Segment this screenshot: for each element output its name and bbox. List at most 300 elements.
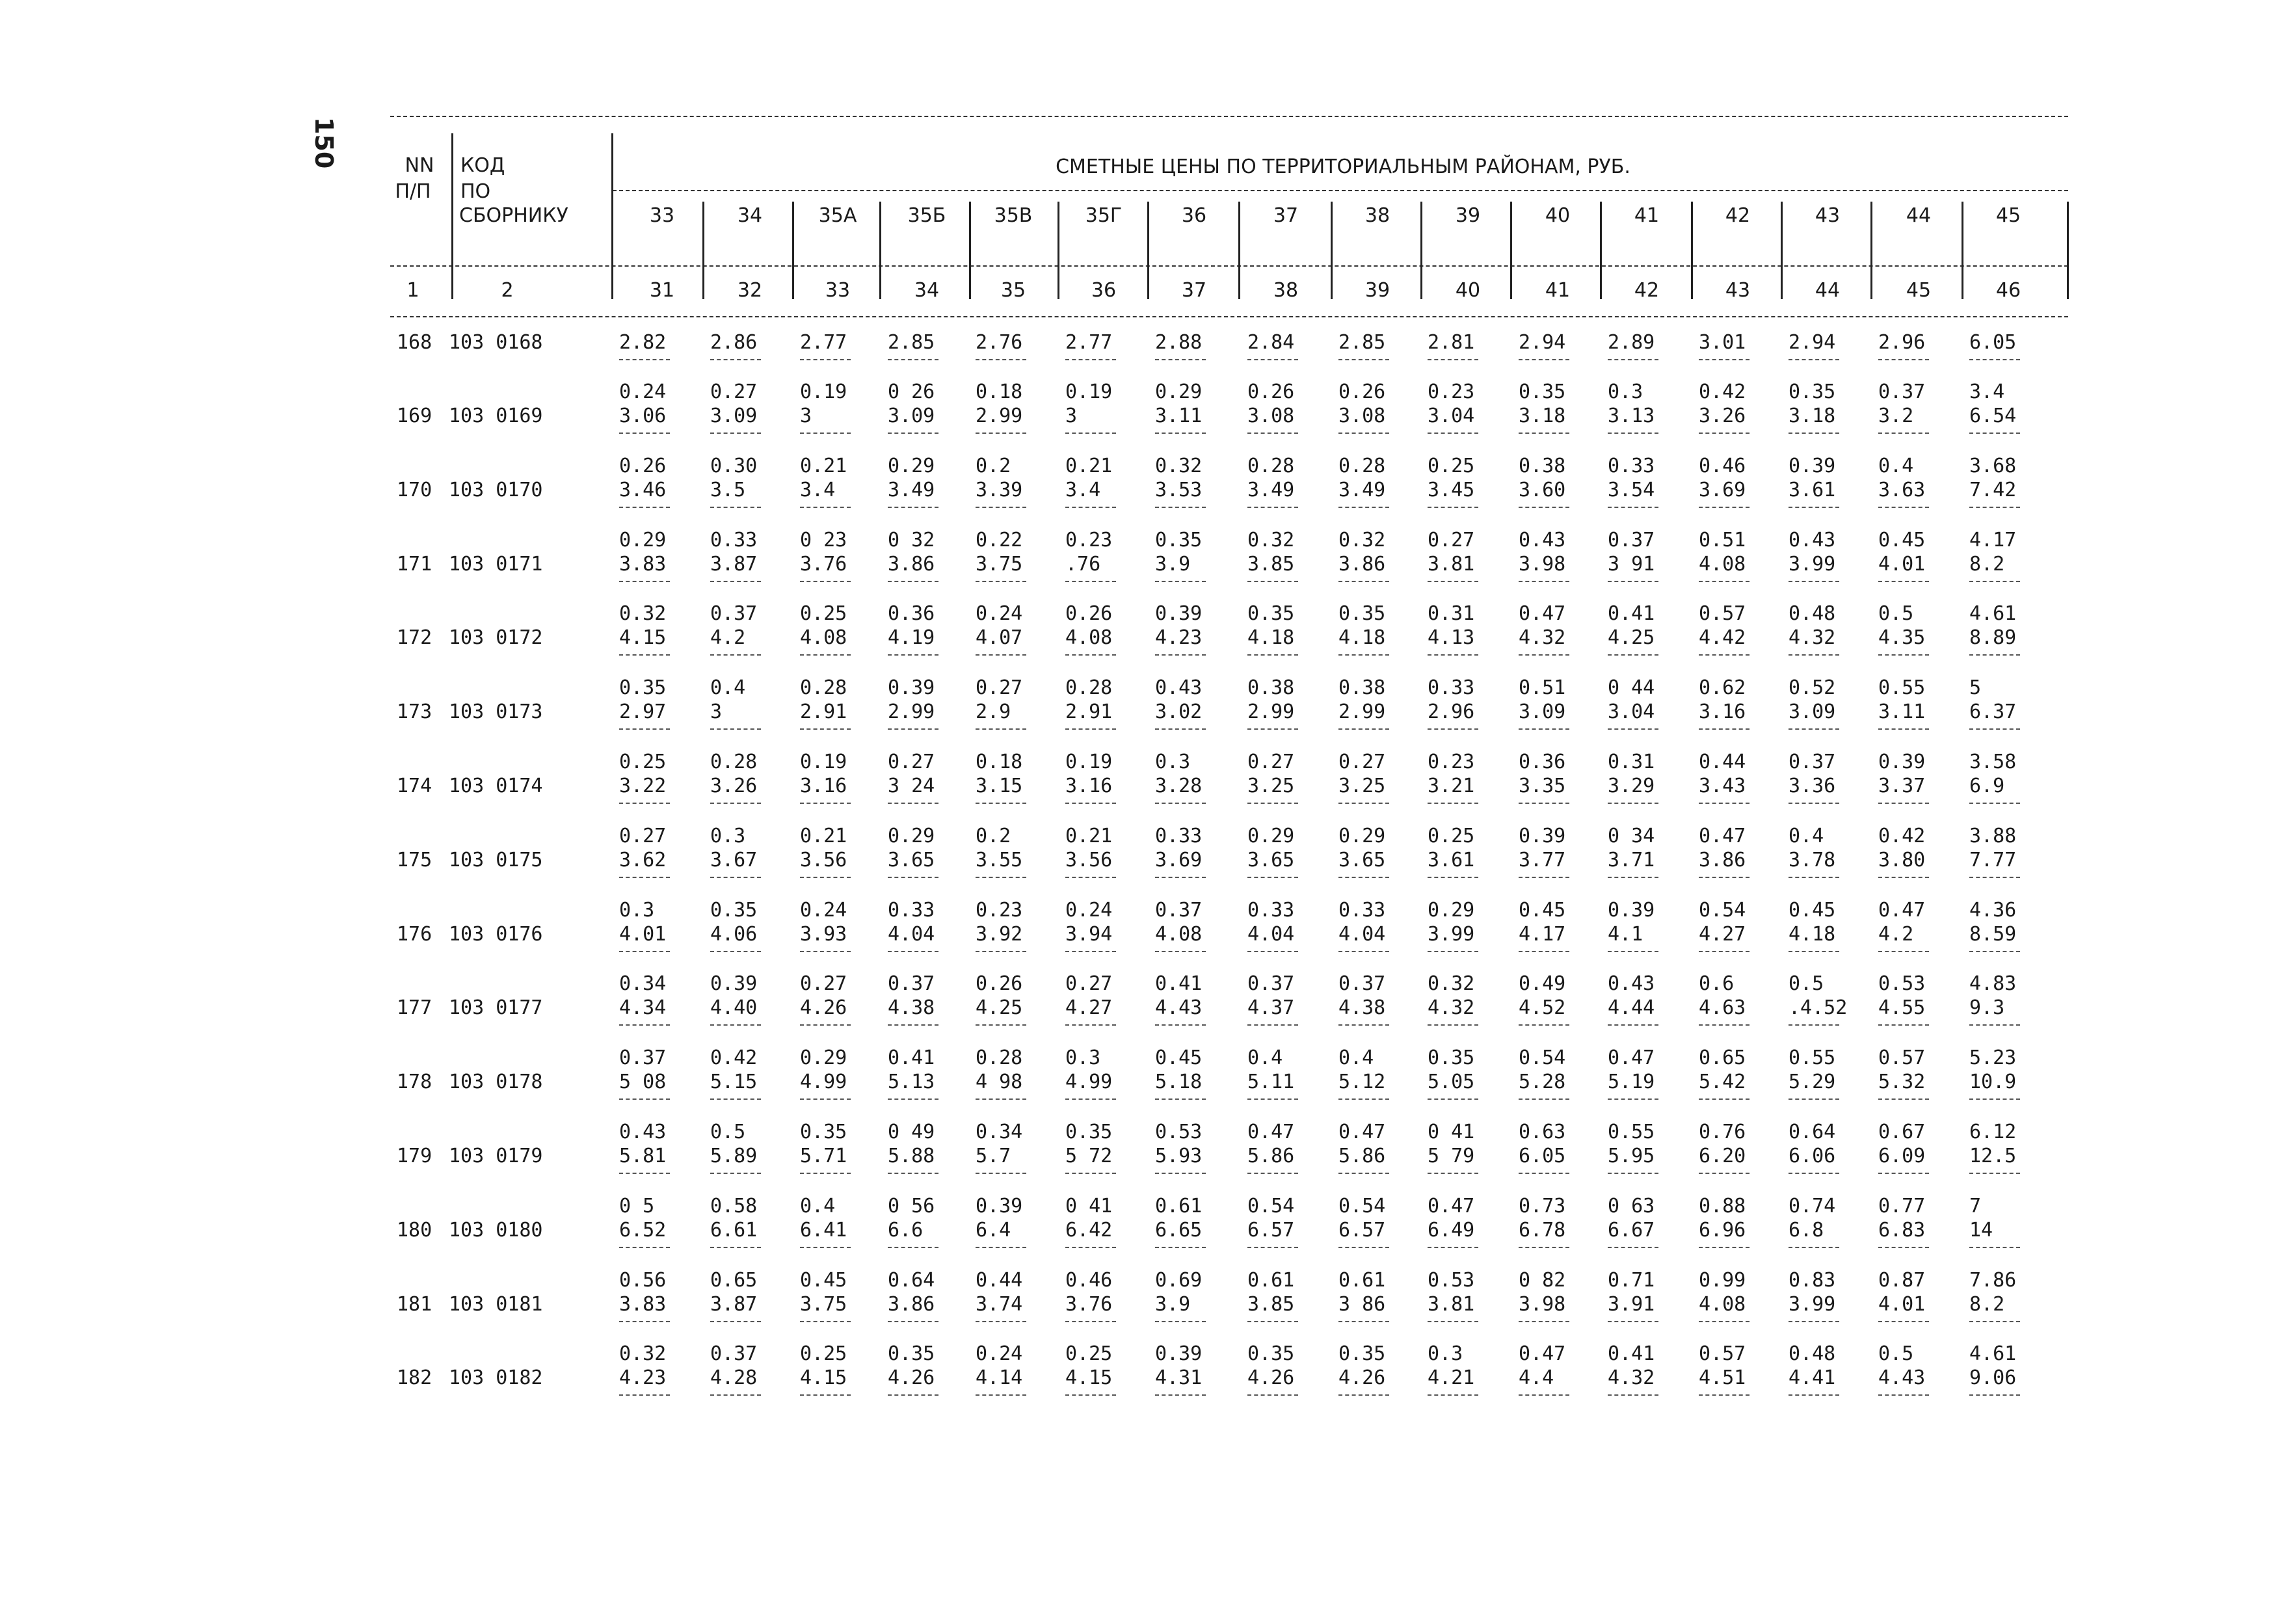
price-top-value: 0.47 bbox=[1519, 602, 1566, 626]
price-top-value: 0.38 bbox=[1247, 676, 1295, 700]
fraction-rule bbox=[1155, 507, 1206, 508]
price-bottom-value: 3.35 bbox=[1519, 775, 1566, 797]
price-bottom-value: 3 bbox=[800, 405, 812, 427]
fraction-rule bbox=[1608, 581, 1658, 582]
price-bottom-value: 3.65 bbox=[1247, 848, 1295, 872]
fraction-rule bbox=[1065, 433, 1116, 434]
price-bottom-value: 5.86 bbox=[1338, 1145, 1386, 1167]
price-top-value: 0.36 bbox=[888, 602, 935, 626]
fraction-rule bbox=[1519, 1024, 1569, 1026]
price-bottom-value: 3.49 bbox=[888, 478, 935, 501]
fraction-rule bbox=[1065, 1321, 1116, 1322]
district-header-12: 41 bbox=[1634, 204, 1660, 227]
separator-right bbox=[2067, 202, 2069, 299]
price-bottom-value: 4 98 bbox=[976, 1071, 1023, 1094]
price-bottom-value: 4.55 bbox=[1878, 996, 1926, 1020]
price-top-value: 0.33 bbox=[1338, 898, 1386, 922]
price-top-value: 0.61 bbox=[1155, 1194, 1203, 1218]
price-top-value: 0.41 bbox=[1608, 1342, 1655, 1366]
price-top-value: 0.56 bbox=[619, 1268, 667, 1292]
fraction-rule bbox=[1789, 728, 1839, 730]
row-code: 103 0177 bbox=[449, 996, 543, 1020]
price-bottom-value: 3.75 bbox=[800, 1292, 847, 1316]
page-number: 150 bbox=[310, 117, 338, 169]
price-bottom-value: 5.28 bbox=[1519, 1071, 1566, 1094]
price-bottom-value: 3.4 bbox=[1065, 478, 1101, 501]
fraction-rule bbox=[800, 581, 851, 582]
fraction-rule bbox=[1699, 1394, 1749, 1396]
price-bottom-value: 5.71 bbox=[800, 1145, 847, 1167]
fraction-rule bbox=[1065, 359, 1116, 360]
fraction-rule bbox=[1155, 877, 1206, 878]
fraction-rule bbox=[1247, 507, 1298, 508]
price-bottom-value: 4.51 bbox=[1699, 1366, 1746, 1390]
fraction-rule bbox=[1878, 1024, 1929, 1026]
price-bottom-value: 6.54 bbox=[1969, 405, 2017, 427]
price-bottom-value: 4.34 bbox=[619, 996, 667, 1020]
fraction-rule bbox=[1338, 581, 1389, 582]
fraction-rule bbox=[1247, 1024, 1298, 1026]
row-code: 103 0179 bbox=[449, 1145, 543, 1167]
price-top-value: 3.88 bbox=[1969, 824, 2017, 847]
price-bottom-value: 5 72 bbox=[1065, 1145, 1113, 1167]
separator-district-10 bbox=[1420, 202, 1422, 299]
price-top-value: 0.30 bbox=[710, 454, 758, 477]
price-bottom-value: 4.32 bbox=[1519, 626, 1566, 650]
price-bottom-value: 5.29 bbox=[1789, 1071, 1836, 1094]
district-header-4: 35Б bbox=[907, 204, 946, 227]
price-bottom-value: 3.09 bbox=[888, 405, 935, 427]
fraction-rule bbox=[1338, 433, 1389, 434]
price-bottom-value: 8.2 bbox=[1969, 552, 2005, 576]
fraction-rule bbox=[1969, 877, 2020, 878]
price-bottom-value: 4.26 bbox=[800, 996, 847, 1020]
fraction-rule bbox=[710, 433, 761, 434]
fraction-rule bbox=[1519, 1321, 1569, 1322]
price-top-value: 0.5 bbox=[1878, 602, 1914, 626]
price-bottom-value: 5.12 bbox=[1338, 1071, 1386, 1094]
price-bottom-value: 6.96 bbox=[1699, 1218, 1746, 1242]
price-bottom-value: 3.16 bbox=[1699, 700, 1746, 724]
separator-district-2 bbox=[702, 202, 704, 299]
price-top-value: 0.73 bbox=[1519, 1194, 1566, 1218]
fraction-rule bbox=[1247, 1098, 1298, 1100]
price-bottom-value: 3.78 bbox=[1789, 848, 1836, 872]
district-header-11: 40 bbox=[1545, 204, 1571, 227]
price-bottom-value: 3.54 bbox=[1608, 478, 1655, 501]
price-bottom-value: 3.93 bbox=[800, 922, 847, 946]
price-top-value: 0 32 bbox=[888, 528, 935, 552]
row-nn: 173 bbox=[397, 700, 432, 724]
price-bottom-value: 6.61 bbox=[710, 1218, 758, 1242]
fraction-rule bbox=[1789, 581, 1839, 582]
price-bottom-value: 3.49 bbox=[1338, 478, 1386, 501]
price-top-value: 0.45 bbox=[800, 1268, 847, 1292]
price-bottom-value: 3.15 bbox=[976, 775, 1023, 797]
price-bottom-value: 4.08 bbox=[1155, 922, 1203, 946]
price-top-value: 0.29 bbox=[888, 454, 935, 477]
separator-district-14 bbox=[1781, 202, 1783, 299]
district-header-5: 35В bbox=[994, 204, 1033, 227]
fraction-rule bbox=[1699, 654, 1749, 656]
fraction-rule bbox=[619, 877, 670, 878]
price-top-value: 0.26 bbox=[1338, 380, 1386, 403]
price-top-value: 0.34 bbox=[976, 1121, 1023, 1143]
fraction-rule bbox=[619, 581, 670, 582]
fraction-rule bbox=[1608, 1247, 1658, 1248]
price-bottom-value: 4.32 bbox=[1608, 1366, 1655, 1390]
fraction-rule bbox=[1699, 1024, 1749, 1026]
price-bottom-value: 6.6 bbox=[888, 1218, 924, 1242]
price-bottom-value: 4.08 bbox=[1065, 626, 1113, 650]
price-top-value: 0.23 bbox=[1065, 528, 1113, 552]
district-header-6: 35Г bbox=[1085, 204, 1123, 227]
price-top-value: 0.27 bbox=[1065, 972, 1113, 996]
fraction-rule bbox=[1065, 951, 1116, 952]
fraction-rule bbox=[976, 951, 1026, 952]
price-top-value: 0.23 bbox=[976, 898, 1023, 922]
fraction-rule bbox=[1155, 359, 1206, 360]
fraction-rule bbox=[1969, 1024, 2020, 1026]
row-code: 103 0176 bbox=[449, 922, 543, 946]
price-bottom-value: 3.74 bbox=[976, 1292, 1023, 1316]
price-bottom-value: 3.99 bbox=[1789, 1292, 1836, 1316]
price-bottom-value: 5 79 bbox=[1428, 1145, 1475, 1167]
fraction-rule bbox=[1155, 951, 1206, 952]
fraction-rule bbox=[619, 1173, 670, 1174]
price-bottom-value: 6.67 bbox=[1608, 1218, 1655, 1242]
price-bottom-value: 4.32 bbox=[1789, 626, 1836, 650]
price-bottom-value: 4.19 bbox=[888, 626, 935, 650]
fraction-rule bbox=[976, 1024, 1026, 1026]
price-top-value: 0.19 bbox=[800, 751, 847, 773]
fraction-rule bbox=[1065, 654, 1116, 656]
price-top-value: 0.33 bbox=[888, 898, 935, 922]
column-number-7: 37 bbox=[1181, 279, 1207, 302]
column-number-6: 36 bbox=[1091, 279, 1117, 302]
fraction-rule bbox=[1969, 803, 2020, 804]
price-top-value: 4.36 bbox=[1969, 898, 2017, 922]
price-bottom-value: 3.26 bbox=[710, 775, 758, 797]
fraction-rule bbox=[1155, 1247, 1206, 1248]
separator-nn bbox=[451, 133, 453, 299]
price-top-value: 0.21 bbox=[1065, 454, 1113, 477]
price-top-value: 0.27 bbox=[888, 751, 935, 773]
price-top-value: 0.26 bbox=[976, 972, 1023, 996]
price-top-value: 0.49 bbox=[1519, 972, 1566, 996]
fraction-rule bbox=[1789, 433, 1839, 434]
fraction-rule bbox=[1247, 1247, 1298, 1248]
price-bottom-value: 6.83 bbox=[1878, 1218, 1926, 1242]
price-top-value: 7.86 bbox=[1969, 1268, 2017, 1292]
price-top-value: 0.25 bbox=[619, 751, 667, 773]
price-top-value: 0.38 bbox=[1338, 676, 1386, 700]
price-bottom-value: 6.57 bbox=[1247, 1218, 1295, 1242]
fraction-rule bbox=[710, 1321, 761, 1322]
price-bottom-value: 4.21 bbox=[1428, 1366, 1475, 1390]
price-bottom-value: 3.61 bbox=[1789, 478, 1836, 501]
price-bottom-value: 4.08 bbox=[1699, 552, 1746, 576]
price-bottom-value: 4.14 bbox=[976, 1366, 1023, 1390]
separator-district-6 bbox=[1058, 202, 1059, 299]
price-top-value: 0 44 bbox=[1608, 676, 1655, 700]
price-top-value: 0.47 bbox=[1428, 1194, 1475, 1218]
price-top-value: 0.37 bbox=[1789, 751, 1836, 773]
price-bottom-value: 3.13 bbox=[1608, 405, 1655, 427]
price-bottom-value: 4.37 bbox=[1247, 996, 1295, 1020]
price-top-value: 0.28 bbox=[710, 751, 758, 773]
price-bottom-value: 6.8 bbox=[1789, 1218, 1824, 1242]
fraction-rule bbox=[1428, 654, 1478, 656]
column-number-13: 43 bbox=[1725, 279, 1751, 302]
price-top-value: 0.99 bbox=[1699, 1268, 1746, 1292]
separator-code bbox=[611, 133, 613, 299]
price-bottom-value: 4.38 bbox=[1338, 996, 1386, 1020]
price-top-value: 0.37 bbox=[888, 972, 935, 996]
price-bottom-value: 6.9 bbox=[1969, 775, 2005, 797]
price-bottom-value: 4.99 bbox=[1065, 1071, 1113, 1094]
price-value: 2.96 bbox=[1878, 331, 1926, 354]
fraction-rule bbox=[1065, 1024, 1116, 1026]
price-top-value: 0.45 bbox=[1878, 528, 1926, 552]
fraction-rule bbox=[1699, 581, 1749, 582]
price-top-value: 0.37 bbox=[1155, 898, 1203, 922]
fraction-rule bbox=[976, 1247, 1026, 1248]
price-bottom-value: 3.83 bbox=[619, 1292, 667, 1316]
price-bottom-value: 3.61 bbox=[1428, 848, 1475, 872]
fraction-rule bbox=[1699, 359, 1749, 360]
price-top-value: 0.45 bbox=[1155, 1046, 1203, 1070]
price-bottom-value: 4.35 bbox=[1878, 626, 1926, 650]
price-top-value: 0.57 bbox=[1878, 1046, 1926, 1070]
fraction-rule bbox=[1519, 654, 1569, 656]
price-top-value: 0.19 bbox=[800, 380, 847, 403]
district-header-9: 38 bbox=[1364, 204, 1390, 227]
price-bottom-value: 3.98 bbox=[1519, 552, 1566, 576]
price-top-value: 0.47 bbox=[1608, 1046, 1655, 1070]
price-bottom-value: 6.42 bbox=[1065, 1218, 1113, 1242]
price-bottom-value: 5.13 bbox=[888, 1071, 935, 1094]
fraction-rule bbox=[1878, 1247, 1929, 1248]
price-bottom-value: 3.28 bbox=[1155, 775, 1203, 797]
fraction-rule bbox=[1878, 1173, 1929, 1174]
price-bottom-value: 4.08 bbox=[1699, 1292, 1746, 1316]
price-top-value: 0.39 bbox=[976, 1194, 1023, 1218]
price-top-value: 0.64 bbox=[1789, 1121, 1836, 1143]
price-top-value: 0.42 bbox=[1878, 824, 1926, 847]
price-top-value: 0.37 bbox=[619, 1046, 667, 1070]
fraction-rule bbox=[1155, 654, 1206, 656]
price-top-value: 0.3 bbox=[1428, 1342, 1463, 1366]
price-top-value: 0.35 bbox=[888, 1342, 935, 1366]
price-top-value: 0.51 bbox=[1699, 528, 1746, 552]
fraction-rule bbox=[1338, 1321, 1389, 1322]
price-bottom-value: 3.08 bbox=[1338, 405, 1386, 427]
price-top-value: 0.4 bbox=[1338, 1046, 1374, 1070]
column-number-2: 32 bbox=[737, 279, 763, 302]
fraction-rule bbox=[1608, 1024, 1658, 1026]
price-bottom-value: 3 86 bbox=[1338, 1292, 1386, 1316]
price-top-value: 0.29 bbox=[619, 528, 667, 552]
fraction-rule bbox=[1878, 507, 1929, 508]
price-top-value: 0.35 bbox=[1338, 1342, 1386, 1366]
fraction-rule bbox=[1699, 951, 1749, 952]
row-code: 103 0172 bbox=[449, 626, 543, 650]
fraction-rule bbox=[1608, 877, 1658, 878]
fraction-rule bbox=[710, 507, 761, 508]
price-top-value: 0.5 bbox=[1789, 972, 1824, 996]
price-bottom-value: 2.99 bbox=[976, 405, 1023, 427]
price-top-value: 0 63 bbox=[1608, 1194, 1655, 1218]
fraction-rule bbox=[1338, 877, 1389, 878]
fraction-rule bbox=[800, 803, 851, 804]
price-bottom-value: 9.06 bbox=[1969, 1366, 2017, 1390]
price-bottom-value: 3.75 bbox=[976, 552, 1023, 576]
fraction-rule bbox=[1065, 803, 1116, 804]
price-top-value: 0.24 bbox=[1065, 898, 1113, 922]
fraction-rule bbox=[1065, 1247, 1116, 1248]
price-bottom-value: 3.83 bbox=[619, 552, 667, 576]
price-top-value: 0.48 bbox=[1789, 602, 1836, 626]
fraction-rule bbox=[1608, 1098, 1658, 1100]
price-value: 2.76 bbox=[976, 331, 1023, 354]
fraction-rule bbox=[1338, 359, 1389, 360]
price-value: 2.85 bbox=[1338, 331, 1386, 354]
price-bottom-value: 3.86 bbox=[888, 1292, 935, 1316]
fraction-rule bbox=[1519, 581, 1569, 582]
price-top-value: 0.35 bbox=[1519, 380, 1566, 403]
price-top-value: 0.32 bbox=[619, 602, 667, 626]
price-bottom-value: 4.17 bbox=[1519, 922, 1566, 946]
fraction-rule bbox=[1969, 951, 2020, 952]
row-nn: 169 bbox=[397, 405, 432, 427]
price-top-value: 0.55 bbox=[1878, 676, 1926, 700]
row-nn: 182 bbox=[397, 1366, 432, 1390]
price-top-value: 0.23 bbox=[1428, 751, 1475, 773]
fraction-rule bbox=[800, 951, 851, 952]
price-bottom-value: 4.23 bbox=[619, 1366, 667, 1390]
price-top-value: 0.64 bbox=[888, 1268, 935, 1292]
fraction-rule bbox=[1428, 1247, 1478, 1248]
fraction-rule bbox=[1247, 728, 1298, 730]
price-bottom-value: 8.89 bbox=[1969, 626, 2017, 650]
fraction-rule bbox=[1699, 803, 1749, 804]
price-bottom-value: 2.99 bbox=[1247, 700, 1295, 724]
price-top-value: 0.61 bbox=[1247, 1268, 1295, 1292]
price-value: 2.84 bbox=[1247, 331, 1295, 354]
fraction-rule bbox=[1428, 951, 1478, 952]
price-top-value: 0.3 bbox=[619, 898, 655, 922]
price-top-value: 0.43 bbox=[1608, 972, 1655, 996]
price-top-value: 0.58 bbox=[710, 1194, 758, 1218]
code-header-line2: ПО bbox=[460, 180, 491, 203]
price-top-value: 0.55 bbox=[1789, 1046, 1836, 1070]
fraction-rule bbox=[976, 1394, 1026, 1396]
price-top-value: 0 82 bbox=[1519, 1268, 1566, 1292]
price-top-value: 0.37 bbox=[1338, 972, 1386, 996]
fraction-rule bbox=[976, 581, 1026, 582]
row-nn: 178 bbox=[397, 1071, 432, 1094]
price-top-value: 0.22 bbox=[976, 528, 1023, 552]
price-bottom-value: 3.81 bbox=[1428, 1292, 1475, 1316]
price-top-value: 0.35 bbox=[1789, 380, 1836, 403]
row-nn: 171 bbox=[397, 552, 432, 576]
price-bottom-value: 2.91 bbox=[800, 700, 847, 724]
price-top-value: 0.35 bbox=[619, 676, 667, 700]
fraction-rule bbox=[888, 1173, 938, 1174]
price-bottom-value: 3.87 bbox=[710, 552, 758, 576]
price-top-value: 0.54 bbox=[1519, 1046, 1566, 1070]
fraction-rule bbox=[1608, 1394, 1658, 1396]
price-top-value: 0.33 bbox=[710, 528, 758, 552]
fraction-rule bbox=[1699, 1098, 1749, 1100]
price-bottom-value: 5.18 bbox=[1155, 1071, 1203, 1094]
fraction-rule bbox=[1338, 507, 1389, 508]
fraction-rule bbox=[1519, 507, 1569, 508]
fraction-rule bbox=[1608, 433, 1658, 434]
fraction-rule bbox=[1699, 1321, 1749, 1322]
price-bottom-value: 4.15 bbox=[800, 1366, 847, 1390]
fraction-rule bbox=[1878, 581, 1929, 582]
fraction-rule bbox=[1519, 1173, 1569, 1174]
price-value: 2.81 bbox=[1428, 331, 1475, 354]
price-bottom-value: 3.11 bbox=[1878, 700, 1926, 724]
fraction-rule bbox=[1789, 877, 1839, 878]
price-top-value: 0.3 bbox=[1155, 751, 1191, 773]
fraction-rule bbox=[710, 1024, 761, 1026]
row-nn: 176 bbox=[397, 922, 432, 946]
price-top-value: 0.54 bbox=[1699, 898, 1746, 922]
column-number-8: 38 bbox=[1273, 279, 1299, 302]
price-top-value: 0.77 bbox=[1878, 1194, 1926, 1218]
price-top-value: 0.36 bbox=[1519, 751, 1566, 773]
price-top-value: 0.24 bbox=[976, 1342, 1023, 1366]
price-top-value: 0.69 bbox=[1155, 1268, 1203, 1292]
fraction-rule bbox=[710, 877, 761, 878]
fraction-rule bbox=[800, 1173, 851, 1174]
fraction-rule bbox=[1608, 1321, 1658, 1322]
price-top-value: 0 23 bbox=[800, 528, 847, 552]
price-bottom-value: 3.45 bbox=[1428, 478, 1475, 501]
price-top-value: 0.45 bbox=[1789, 898, 1836, 922]
price-bottom-value: 3.25 bbox=[1247, 775, 1295, 797]
column-number-11: 41 bbox=[1545, 279, 1571, 302]
price-bottom-value: 3.86 bbox=[1338, 552, 1386, 576]
fraction-rule bbox=[710, 1173, 761, 1174]
price-bottom-value: 5.81 bbox=[619, 1145, 667, 1167]
column-number-nn: 1 bbox=[406, 279, 419, 302]
price-bottom-value: 6.06 bbox=[1789, 1145, 1836, 1167]
fraction-rule bbox=[1155, 1173, 1206, 1174]
price-top-value: 6.12 bbox=[1969, 1121, 2017, 1143]
price-bottom-value: 4.2 bbox=[1878, 922, 1914, 946]
fraction-rule bbox=[619, 803, 670, 804]
fraction-rule bbox=[1878, 1321, 1929, 1322]
fraction-rule bbox=[888, 1024, 938, 1026]
fraction-rule bbox=[1155, 1098, 1206, 1100]
price-bottom-value: 2.91 bbox=[1065, 700, 1113, 724]
price-bottom-value: 3.87 bbox=[710, 1292, 758, 1316]
fraction-rule bbox=[1247, 951, 1298, 952]
price-top-value: 0.63 bbox=[1519, 1121, 1566, 1143]
row-nn: 168 bbox=[397, 331, 432, 354]
fraction-rule bbox=[1155, 728, 1206, 730]
price-top-value: 0.39 bbox=[1878, 751, 1926, 773]
price-bottom-value: 3.36 bbox=[1789, 775, 1836, 797]
fraction-rule bbox=[888, 877, 938, 878]
fraction-rule bbox=[710, 581, 761, 582]
price-top-value: 0.28 bbox=[1065, 676, 1113, 700]
